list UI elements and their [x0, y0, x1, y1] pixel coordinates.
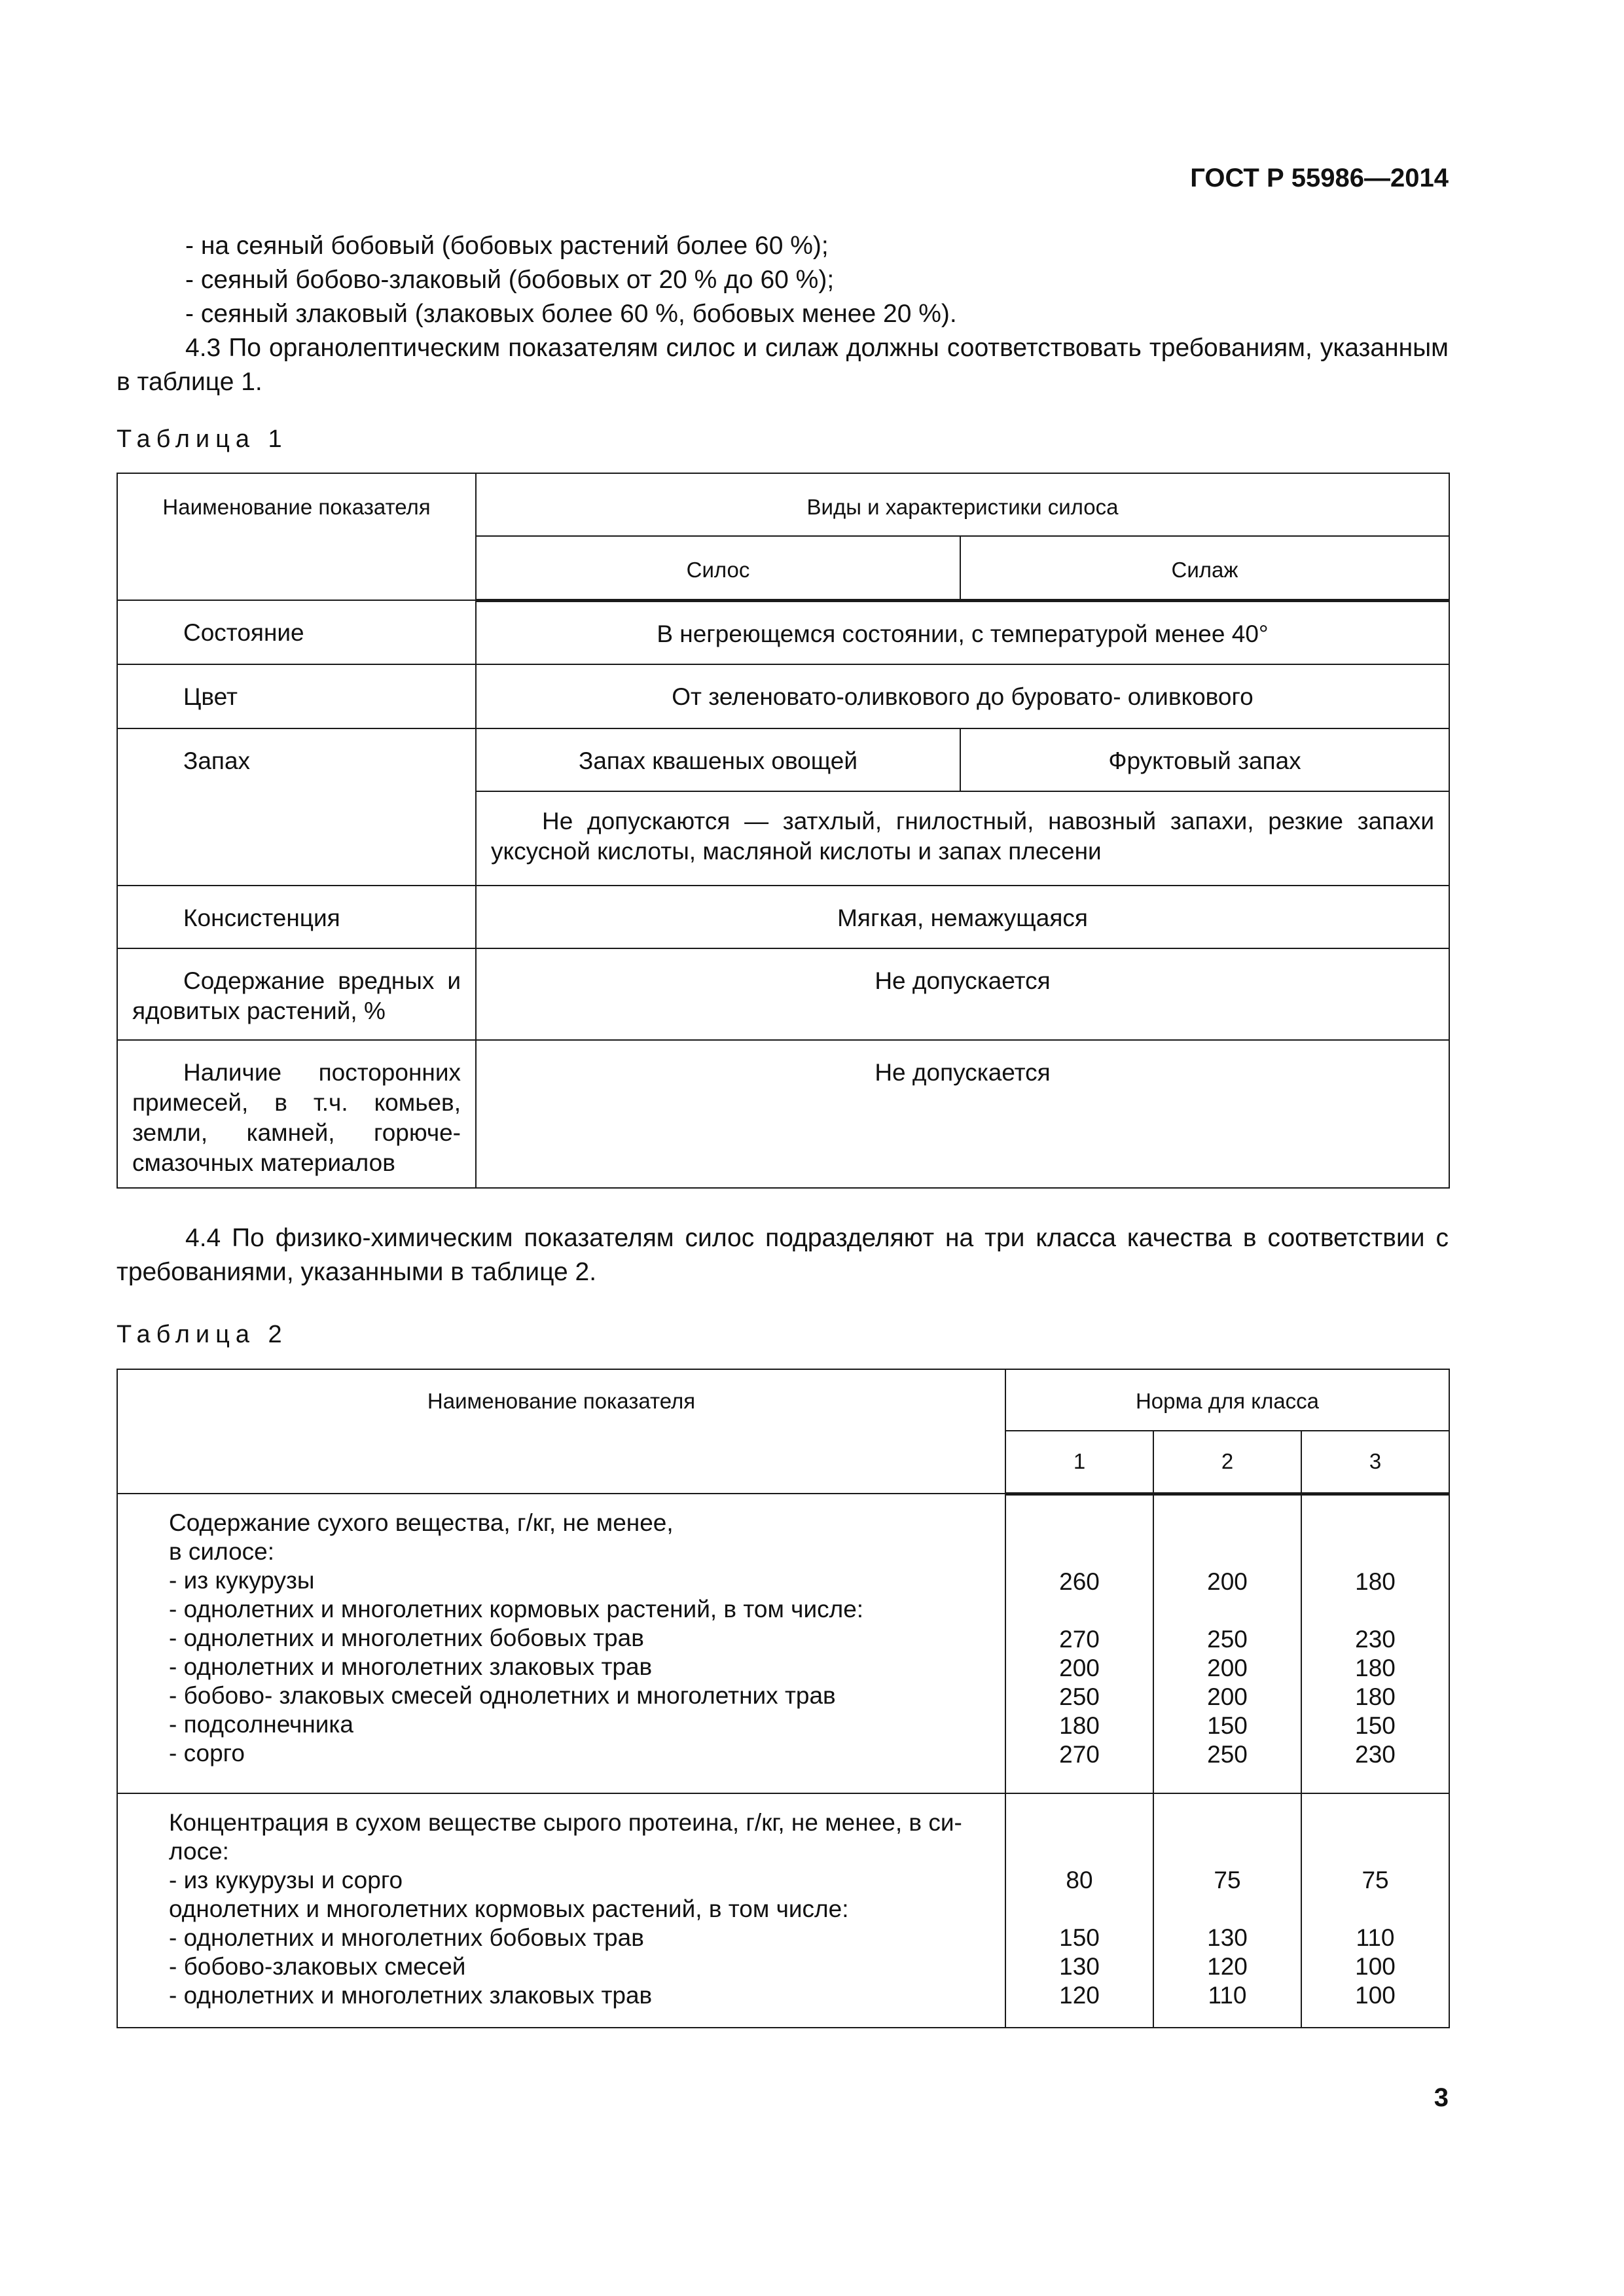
indicator-line: - однолетних и многолетних бобовых трав [169, 1924, 644, 1951]
value-cell [1302, 1596, 1449, 1625]
value-cell: 250 [1059, 1683, 1100, 1710]
value-cell [1006, 1510, 1153, 1539]
value-cell: 120 [1207, 1953, 1248, 1980]
table2-caption: Таблица 2 [117, 1321, 288, 1348]
row-smell-name: Запах [117, 728, 476, 886]
value-cell [1302, 1837, 1449, 1866]
row-color-name: Цвет [117, 664, 476, 728]
value-cell [1006, 1808, 1153, 1837]
indicator-line: - бобово-злаковых смесей [169, 1953, 466, 1980]
indicator-line: - однолетних и многолетних бобовых трав [169, 1624, 644, 1651]
value-cell: 250 [1207, 1625, 1248, 1653]
indicator-line: лосе: [169, 1838, 229, 1865]
document-id: ГОСТ Р 55986—2014 [1190, 164, 1449, 192]
value-cell [1302, 1808, 1449, 1837]
indicator-line: однолетних и многолетних кормовых растений, в том числе: [169, 1895, 849, 1922]
value-cell: 200 [1207, 1568, 1248, 1595]
indicator-line: - бобово- злаковых смесей однолетних и многолетних трав [169, 1682, 836, 1709]
group-dry-matter-class-2 [1153, 1494, 1301, 1793]
value-cell: 120 [1059, 1982, 1100, 2009]
row-state-name: Состояние [117, 600, 476, 664]
value-cell: 100 [1355, 1953, 1396, 1980]
value-cell: 75 [1214, 1867, 1241, 1893]
table2-header-class-2: 2 [1153, 1431, 1301, 1494]
value-cell [1154, 1837, 1301, 1866]
row-smell-silos: Запах квашеных овощей [476, 728, 960, 791]
value-cell: 150 [1355, 1712, 1396, 1739]
value-cell: 260 [1059, 1568, 1100, 1595]
intro-list [185, 229, 957, 331]
row-impurities-value: Не допускается [476, 1040, 1449, 1188]
value-cell: 270 [1059, 1740, 1100, 1768]
table2-header-name: Наименование показателя [117, 1369, 1005, 1494]
indicator-line: - подсолнечника [169, 1711, 353, 1738]
value-cell: 80 [1066, 1867, 1093, 1893]
indicator-line: - из кукурузы [169, 1567, 315, 1594]
row-consistency-value: Мягкая, немажущаяся [476, 886, 1449, 948]
row-smell-forbidden: Не допускаются — затхлый, гнилостный, навозный запахи, резкие запахи уксусной кислоты, масляной кислоты и запах плесени [476, 791, 1449, 886]
value-cell: 130 [1207, 1924, 1248, 1951]
value-cell [1154, 1808, 1301, 1837]
value-cell: 180 [1355, 1568, 1396, 1595]
paragraph-4-3: 4.3 По органолептическим показателям силос и силаж должны соответствовать требованиям, указанным в таблице 1. [117, 334, 1449, 396]
table2-header-class-1: 1 [1005, 1431, 1153, 1494]
value-cell [1302, 1510, 1449, 1539]
page-number: 3 [1434, 2083, 1449, 2112]
row-harmful-value: Не допускается [476, 948, 1449, 1040]
row-smell-silazh: Фруктовый запах [960, 728, 1449, 791]
value-cell [1006, 1895, 1153, 1924]
value-cell [1006, 1596, 1153, 1625]
value-cell [1006, 1539, 1153, 1568]
value-cell: 180 [1355, 1654, 1396, 1681]
table2 [117, 1369, 1450, 2028]
value-cell [1154, 1596, 1301, 1625]
value-cell [1154, 1895, 1301, 1924]
paragraph-4-4: 4.4 По физико-химическим показателям силос подразделяют на три класса качества в соответствии с требованиями, указанными в таблице 2. [117, 1224, 1449, 1286]
table1-header-name: Наименование показателя [117, 473, 476, 600]
value-cell [1006, 1837, 1153, 1866]
indicator-line: - из кукурузы и сорго [169, 1867, 403, 1893]
table1-caption: Таблица 1 [117, 425, 288, 453]
value-cell: 180 [1355, 1683, 1396, 1710]
list-item: - сеяный злаковый (злаковых более 60 %, бобовых менее 20 %). [185, 300, 957, 328]
value-cell: 110 [1356, 1924, 1395, 1951]
row-color-value: От зеленовато-оливкового до буровато- оливкового [476, 664, 1449, 728]
value-cell: 230 [1355, 1625, 1396, 1653]
group-protein-class-3 [1301, 1793, 1449, 2028]
value-cell: 200 [1207, 1683, 1248, 1710]
group-protein-class-2 [1153, 1793, 1301, 2028]
row-state-value: В негреющемся состоянии, с температурой менее 40° [476, 600, 1449, 664]
value-cell: 110 [1208, 1982, 1247, 2009]
table2-header-class-3: 3 [1301, 1431, 1449, 1494]
indicator-line: - однолетних и многолетних злаковых трав [169, 1653, 653, 1680]
group-protein-class-1 [1005, 1793, 1153, 2028]
indicator-line: - однолетних и многолетних злаковых трав [169, 1982, 653, 2009]
table1 [117, 473, 1450, 1189]
indicator-line: Содержание сухого вещества, г/кг, не менее, [169, 1509, 674, 1536]
row-harmful-name: Содержание вредных и ядовитых растений, % [117, 948, 476, 1040]
list-item: - на сеяный бобовый (бобовых растений более 60 %); [185, 232, 829, 260]
indicator-line: Концентрация в сухом веществе сырого протеина, г/кг, не менее, в си- [169, 1809, 962, 1836]
table2-header-norm: Норма для класса [1005, 1369, 1449, 1431]
value-cell: 270 [1059, 1625, 1100, 1653]
group-dry-matter-class-1 [1005, 1494, 1153, 1793]
group-dry-matter-class-3 [1301, 1494, 1449, 1793]
group-protein-indicators [117, 1793, 1005, 2028]
value-cell [1154, 1539, 1301, 1568]
table1-header-silos: Силос [476, 536, 960, 600]
indicator-line: - сорго [169, 1740, 245, 1767]
table1-header-types: Виды и характеристики силоса [476, 473, 1449, 536]
value-cell: 180 [1059, 1712, 1100, 1739]
value-cell: 200 [1207, 1654, 1248, 1681]
group-dry-matter-indicators [117, 1494, 1005, 1793]
value-cell [1154, 1510, 1301, 1539]
value-cell: 130 [1059, 1953, 1100, 1980]
row-consistency-name: Консистенция [117, 886, 476, 948]
indicator-line: - однолетних и многолетних кормовых растений, в том числе: [169, 1596, 864, 1623]
value-cell: 100 [1355, 1982, 1396, 2009]
value-cell: 230 [1355, 1740, 1396, 1768]
row-impurities-name: Наличие посторонних примесей, в т.ч. комьев, земли, камней, горюче-смазочных материалов [117, 1040, 476, 1188]
value-cell [1302, 1539, 1449, 1568]
value-cell [1302, 1895, 1449, 1924]
value-cell: 150 [1207, 1712, 1248, 1739]
value-cell: 200 [1059, 1654, 1100, 1681]
list-item: - сеяный бобово-злаковый (бобовых от 20 % до 60 %); [185, 266, 835, 294]
table1-header-silazh: Силаж [960, 536, 1449, 600]
indicator-line: в силосе: [169, 1538, 275, 1565]
value-cell: 75 [1362, 1867, 1389, 1893]
value-cell: 150 [1059, 1924, 1100, 1951]
value-cell: 250 [1207, 1740, 1248, 1768]
